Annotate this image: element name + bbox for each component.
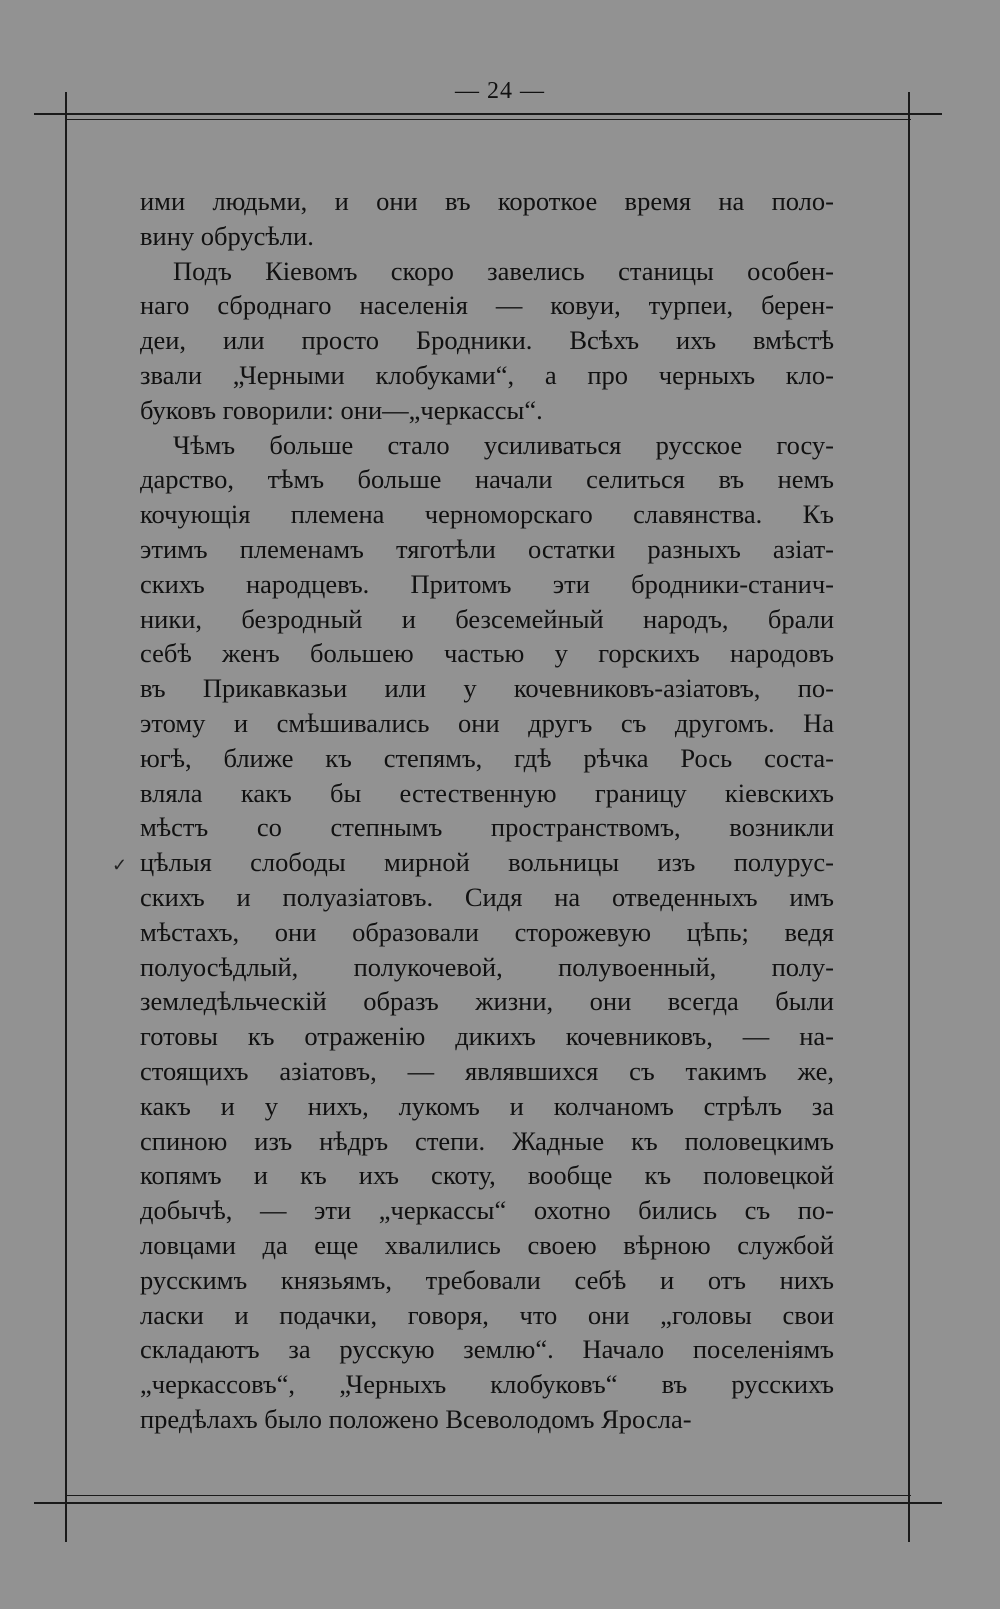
text-line: этому и смѣшивались они другъ съ другомъ. На [140, 707, 834, 738]
text-line: земледѣльческій образъ жизни, они всегда были [140, 986, 834, 1017]
text-line: ласки и подачки, говоря, что они „головы свои [140, 1299, 834, 1330]
text-line: спиною изъ нѣдръ степи. Жадные къ половецкимъ [140, 1125, 834, 1156]
text-line: мѣстахъ, они образовали сторожевую цѣпь; ведя [140, 916, 834, 947]
text-line: вляла какъ бы естественную границу кіевскихъ [140, 777, 834, 808]
margin-mark: ✓ [112, 855, 128, 875]
text-line: складаютъ за русскую землю“. Начало поселеніямъ [140, 1334, 834, 1365]
text-line: югѣ, ближе къ степямъ, гдѣ рѣчка Рось соста- [140, 742, 834, 773]
bottom-rule [34, 1502, 942, 1504]
text-line: готовы къ отраженію дикихъ кочевниковъ, — на- [140, 1021, 834, 1052]
text-line: мѣстъ со степнымъ пространствомъ, возникли [140, 812, 834, 843]
text-line: Чѣмъ больше стало усиливаться русское госу- [173, 429, 834, 460]
text-line: стоящихъ азіатовъ, — являвшихся съ такимъ же, [140, 1055, 834, 1086]
page-number: — 24 — [455, 78, 545, 104]
text-line: какъ и у нихъ, лукомъ и колчаномъ стрѣлъ за [140, 1090, 834, 1121]
left-frame-line [65, 92, 67, 1542]
top-rule-inner [66, 119, 911, 120]
text-line: себѣ женъ большею частью у горскихъ народовъ [140, 638, 834, 669]
text-line: кочующія племена черноморскаго славянства. Къ [140, 499, 834, 530]
text-line: этимъ племенамъ тяготѣли остатки разныхъ азіат- [140, 533, 834, 564]
text-line: добычѣ, — эти „черкассы“ охотно бились съ по- [140, 1195, 834, 1226]
text-line: скихъ народцевъ. Притомъ эти бродники-станич- [140, 568, 834, 599]
text-line: предѣлахъ было положено Всеволодомъ Яросла- [140, 1403, 692, 1434]
text-line: деи, или просто Бродники. Всѣхъ ихъ вмѣстѣ [140, 325, 834, 356]
bottom-rule-inner [66, 1495, 911, 1496]
text-line: Подъ Кіевомъ скоро завелись станицы особен- [173, 255, 834, 286]
text-line: полуосѣдлый, полукочевой, полувоенный, полу- [140, 951, 834, 982]
text-line: ники, безродный и безсемейный народъ, брали [140, 603, 834, 634]
text-line: ими людьми, и они въ короткое время на поло- [140, 186, 834, 216]
top-rule [34, 113, 942, 115]
text-line: дарство, тѣмъ больше начали селиться въ немъ [140, 464, 834, 495]
text-line: наго сброднаго населенія — ковуи, турпеи, берен- [140, 290, 834, 321]
text-line: звали „Черными клобуками“, а про черныхъ кло- [140, 359, 834, 390]
text-line: въ Прикавказьи или у кочевниковъ-азіатовъ, по- [140, 673, 834, 704]
right-frame-line [908, 92, 910, 1542]
text-line: буковъ говорили: они—„черкассы“. [140, 394, 543, 425]
text-line: вину обрусѣли. [140, 220, 314, 251]
text-line: цѣлыя слободы мирной вольницы изъ полурус- [140, 847, 834, 878]
text-line: скихъ и полуазіатовъ. Сидя на отведенныхъ имъ [140, 881, 834, 912]
text-line: „черкассовъ“, „Черныхъ клобуковъ“ въ русскихъ [140, 1369, 834, 1400]
text-line: ловцами да еще хвалились своею вѣрною службой [140, 1229, 834, 1260]
body-text [140, 184, 834, 1437]
text-line: русскимъ князьямъ, требовали себѣ и отъ нихъ [140, 1264, 834, 1295]
text-line: копямъ и къ ихъ скоту, вообще къ половецкой [140, 1160, 834, 1191]
